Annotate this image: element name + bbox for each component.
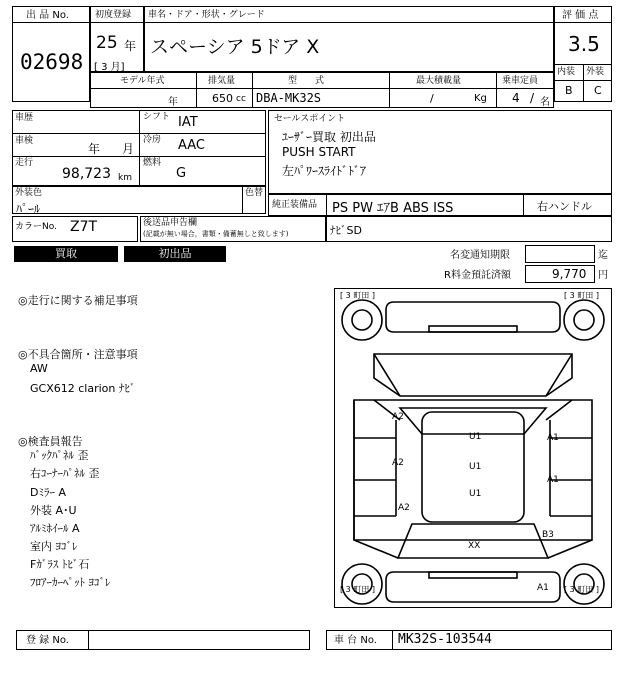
- defect-item-2: GCX612 clarion ﾅﾋﾞ: [30, 382, 136, 395]
- exterior-grade-label: 外装: [586, 67, 605, 77]
- shift-label: シフト: [143, 112, 171, 122]
- first-registration-year: 25: [96, 33, 118, 53]
- sales-point-2: PUSH START: [282, 145, 356, 159]
- mark-roof-2: U1: [469, 462, 482, 472]
- history-label: 車歴: [15, 113, 34, 123]
- mark-left-lower: A2: [398, 503, 410, 513]
- sales-point-label: セールスポイント: [274, 114, 346, 124]
- exterior-color-cell: [12, 186, 266, 214]
- max-load-label: 最大積載量: [416, 76, 462, 86]
- max-load-value: /: [430, 92, 434, 105]
- mark-roof-3: U1: [469, 489, 482, 499]
- color-change-label: 色替: [245, 188, 264, 198]
- defect-item-1: AW: [30, 362, 48, 375]
- aircon-label: 冷房: [143, 135, 162, 145]
- steering-value: 右ハンドル: [537, 200, 592, 213]
- capacity-value: 4: [512, 91, 520, 105]
- corner-label-bottom-right: [ 3 町田 ]: [564, 585, 599, 594]
- inspection-month: 月: [122, 142, 135, 156]
- corner-label-bottom-left: [ 3 町田 ]: [340, 585, 375, 594]
- tag-buyout: 買取: [14, 246, 118, 262]
- equipment-label: 純正装備品: [272, 200, 318, 210]
- registration-number-label: 登 録 No.: [26, 635, 69, 646]
- displacement-unit: cc: [236, 94, 246, 104]
- defects-title: ◎不具合箇所・注意事項: [18, 348, 138, 361]
- first-registration-year-unit: 年: [124, 39, 137, 53]
- tag-first-listing: 初出品: [124, 246, 226, 262]
- displacement-label: 排気量: [208, 76, 236, 86]
- equipment-value: PS PW ｴｱB ABS ISS: [332, 201, 454, 216]
- mark-left-mid: A2: [392, 458, 404, 468]
- aftermarket-label: 後送品申告欄: [143, 218, 198, 228]
- fuel-value: G: [176, 166, 187, 181]
- type-label: 型 式: [288, 76, 325, 86]
- mark-rear: XX: [468, 541, 481, 551]
- name-change-label: 名変通知期限: [450, 250, 510, 261]
- corner-label-top-right: [ 3 町田 ]: [564, 291, 599, 300]
- inspector-item-6: 室内 ﾖｺﾞﾚ: [30, 540, 78, 553]
- exterior-grade: C: [594, 84, 602, 97]
- inspection-year: 年: [88, 142, 101, 156]
- mark-right-rear: B3: [542, 530, 554, 540]
- mark-right-upper: A1: [547, 433, 559, 443]
- mark-right-mid: A1: [547, 475, 559, 485]
- car-name-label: 車名・ドア・形状・グレード: [148, 10, 265, 20]
- name-change-box: [525, 245, 595, 263]
- max-load-unit: Kg: [474, 93, 487, 104]
- score-value: 3.5: [568, 32, 600, 56]
- aftermarket-value-cell: [326, 216, 612, 242]
- capacity-slash: /: [530, 91, 535, 105]
- chassis-number-label: 車 台 No.: [334, 635, 377, 646]
- score-label: 評 価 点: [562, 10, 599, 21]
- displacement-value: 650: [212, 92, 233, 105]
- aftermarket-note: (記載が無い場合，書類・備蓄無しと致します): [143, 230, 289, 238]
- inspector-item-4: 外装 A･U: [30, 504, 77, 517]
- recycle-label: R料金預託済額: [444, 270, 511, 281]
- inspector-title: ◎検査員報告: [18, 435, 83, 448]
- shift-value: IAT: [178, 115, 198, 130]
- inspector-item-2: 右ｺｰﾅｰﾊﾟﾈﾙ 歪: [30, 467, 100, 480]
- recycle-unit: 円: [598, 270, 608, 281]
- exterior-color-label: 外装色: [15, 188, 43, 198]
- chassis-number-value: MK32S-103544: [398, 632, 492, 647]
- inspector-item-8: ﾌﾛｱｰｶｰﾍﾟｯﾄ ﾖｺﾞﾚ: [30, 576, 111, 589]
- mileage-unit: km: [118, 173, 132, 183]
- corner-label-top-left: [ 3 町田 ]: [340, 291, 375, 300]
- capacity-label: 乗車定員: [502, 76, 539, 86]
- type-value: DBA-MK32S: [256, 91, 322, 105]
- inspector-item-3: Dﾐﾗｰ A: [30, 486, 66, 499]
- sales-point-3: 左ﾊﾟﾜｰｽﾗｲﾄﾞﾄﾞｱ: [282, 164, 367, 178]
- aftermarket-value: ﾅﾋﾞSD: [330, 224, 362, 237]
- sales-point-1: ﾕｰｻﾞｰ買取 初出品: [282, 130, 376, 144]
- capacity-unit: 名: [540, 97, 550, 108]
- interior-grade-label: 内装: [557, 67, 576, 77]
- first-registration-month: [ 3 月]: [94, 62, 125, 73]
- mileage-label: 走行: [15, 158, 34, 168]
- first-registration-label: 初度登録: [95, 10, 132, 20]
- car-outline-diagram: [334, 288, 612, 608]
- car-name: スペーシア 5ドア X: [150, 36, 320, 58]
- fuel-label: 燃料: [143, 158, 162, 168]
- aircon-value: AAC: [178, 138, 205, 153]
- recycle-value: 9,770: [552, 267, 587, 281]
- lot-number: 02698: [20, 50, 84, 74]
- model-year-label: モデル年式: [120, 76, 165, 86]
- inspector-item-7: Fｶﾞﾗｽ ﾄﾋﾞ石: [30, 558, 90, 571]
- color-number-value: Z7T: [70, 219, 98, 235]
- name-change-suffix: 迄: [598, 250, 608, 261]
- inspection-label: 車検: [15, 136, 34, 146]
- lot-number-label: 出 品 No.: [26, 10, 69, 21]
- inspector-item-1: ﾊﾞｯｸﾊﾟﾈﾙ 歪: [30, 449, 89, 462]
- color-number-label: カラーNo.: [15, 222, 57, 232]
- mark-left-upper: A2: [392, 412, 404, 422]
- mileage-value: 98,723: [62, 166, 111, 182]
- model-year-unit: 年: [168, 97, 178, 108]
- interior-grade: B: [565, 84, 573, 97]
- mark-roof-1: U1: [469, 432, 482, 442]
- exterior-color-value: ﾊﾟｰﾙ: [16, 202, 41, 216]
- driving-notes-title: ◎走行に関する補足事項: [18, 294, 138, 307]
- inspector-item-5: ｱﾙﾐﾎｲｰﾙ A: [30, 522, 80, 535]
- mark-rear-bumper: A1: [537, 583, 549, 593]
